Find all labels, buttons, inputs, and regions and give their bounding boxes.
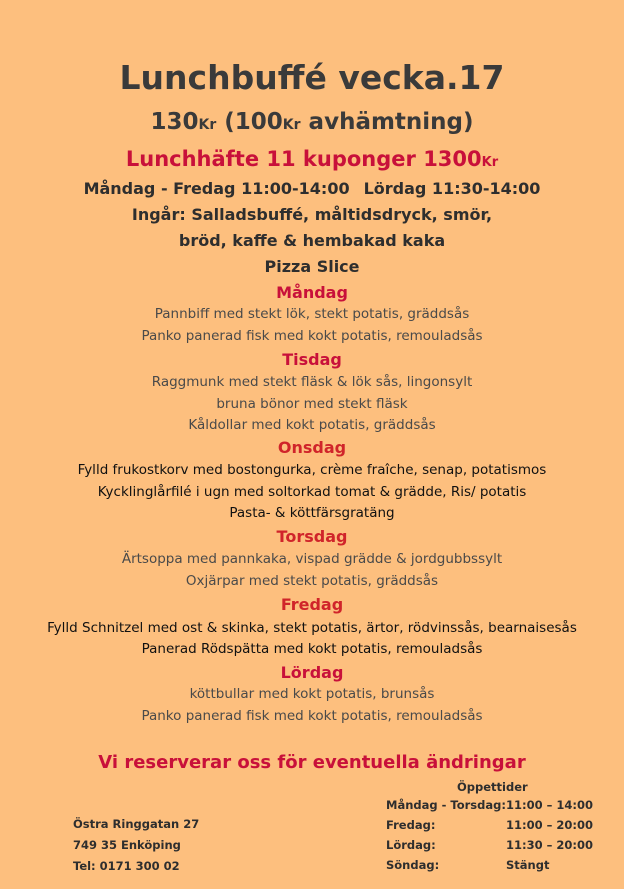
price-main: 130 <box>150 109 199 135</box>
opening-hours-title: Öppettider <box>457 780 528 794</box>
coupon-line <box>0 144 624 178</box>
opening-day: Lördag: <box>386 838 436 852</box>
opening-hours-table <box>0 795 624 875</box>
includes-line-1: Ingår: Salladsbuffé, måltidsdryck, smör, <box>131 205 493 224</box>
price-main-unit: Kr <box>198 117 217 133</box>
hours-saturday: Lördag 11:30-14:00 <box>363 179 541 198</box>
day-tuesday: Tisdag <box>282 350 342 369</box>
dish-item: Oxjärpar med stekt potatis, gräddsås <box>185 573 439 589</box>
day-saturday: Lördag <box>280 663 344 682</box>
dish-item: Kycklinglårfilé i ugn med soltorkad tomat & grädde, Ris/ potatis <box>97 484 527 500</box>
address-street: Östra Ringgatan 27 <box>73 817 200 831</box>
dish-item: Panerad Rödspätta med kokt potatis, remouladsås <box>141 641 483 657</box>
price-rest: avhämtning) <box>300 109 474 135</box>
opening-time: 11:00 – 20:00 <box>506 818 593 832</box>
day-monday: Måndag <box>276 283 348 302</box>
serving-hours <box>0 178 624 200</box>
dish-item: Pannbiff med stekt lök, stekt potatis, gräddsås <box>154 306 470 322</box>
opening-row <box>0 835 624 855</box>
opening-time: Stängt <box>506 858 550 872</box>
opening-time: 11:30 – 20:00 <box>506 838 593 852</box>
price-takeaway: 100 <box>234 109 283 135</box>
opening-day: Söndag: <box>386 858 440 872</box>
hours-weekday: Måndag - Fredag 11:00-14:00 <box>83 179 350 198</box>
coupon-text: Lunchhäfte 11 kuponger 1300 <box>125 147 482 171</box>
dish-item: bruna bönor med stekt fläsk <box>216 396 408 412</box>
day-wednesday: Onsdag <box>277 438 347 457</box>
opening-day: Fredag: <box>386 818 436 832</box>
dish-item: Ärtsoppa med pannkaka, vispad grädde & jordgubbssylt <box>121 551 503 567</box>
dish-item: Panko panerad fisk med kokt potatis, remouladsås <box>141 328 483 344</box>
coupon-unit: Kr <box>481 155 499 170</box>
price-line <box>0 106 624 141</box>
reservation-notice: Vi reserverar oss för eventuella ändringar <box>98 752 526 773</box>
address-phone: Tel: 0171 300 02 <box>73 859 180 873</box>
dish-item: Pasta- & köttfärsgratäng <box>229 505 395 521</box>
dish-item: Kåldollar med kokt potatis, gräddsås <box>188 417 436 433</box>
price-open: ( <box>216 109 235 135</box>
dish-item: Raggmunk med stekt fläsk & lök sås, lingonsylt <box>151 374 473 390</box>
opening-row <box>0 795 624 815</box>
dish-item: Fylld frukostkorv med bostongurka, crème fraîche, senap, potatismos <box>77 462 547 478</box>
includes-line-3: Pizza Slice <box>264 257 360 276</box>
day-thursday: Torsdag <box>276 527 348 546</box>
address-city: 749 35 Enköping <box>73 838 181 852</box>
dish-item: Fylld Schnitzel med ost & skinka, stekt potatis, ärtor, rödvinssås, bearnaisesås <box>47 620 577 636</box>
dish-item: Panko panerad fisk med kokt potatis, remouladsås <box>141 708 483 724</box>
price-takeaway-unit: Kr <box>282 117 301 133</box>
opening-day: Måndag - Torsdag: <box>386 798 506 812</box>
day-friday: Fredag <box>280 595 344 614</box>
opening-time: 11:00 – 14:00 <box>506 798 593 812</box>
includes-line-2: bröd, kaffe & hembakad kaka <box>178 231 446 250</box>
page-title: Lunchbuffé vecka.17 <box>119 58 505 97</box>
opening-row <box>0 815 624 835</box>
dish-item: köttbullar med kokt potatis, brunsås <box>189 686 435 702</box>
opening-row <box>0 855 624 875</box>
